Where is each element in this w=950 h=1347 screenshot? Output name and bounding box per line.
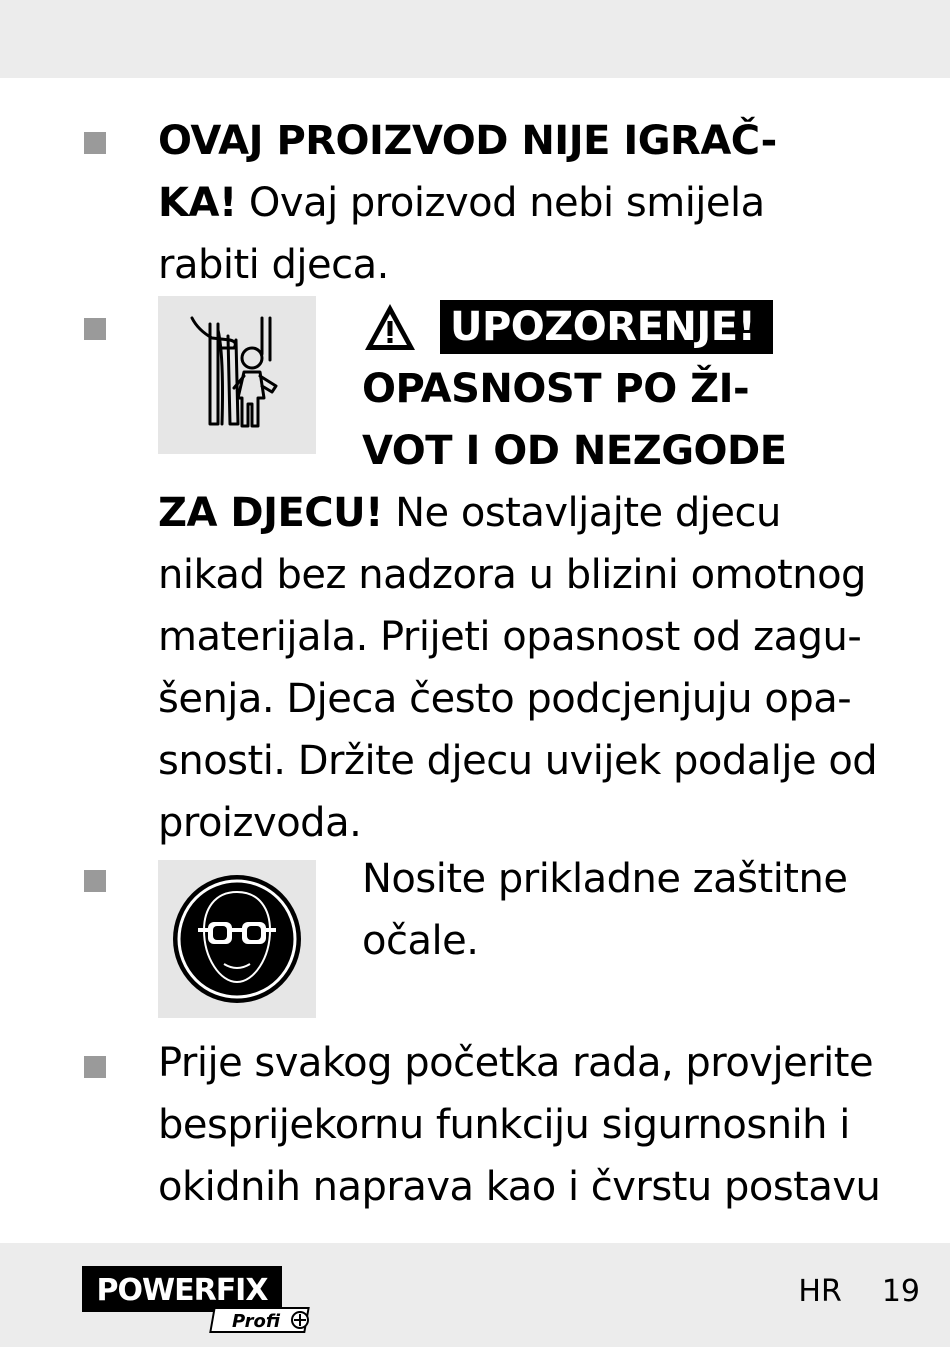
body-text: materijala. Prijeti opasnost od zagu- <box>158 614 862 660</box>
item-check-devices <box>158 1032 881 1218</box>
body-text: okidnih naprava kao i čvrstu postavu <box>158 1164 881 1210</box>
bold-heading: OPASNOST PO ŽI- <box>362 366 750 412</box>
brand-text: POWERFIX <box>96 1273 268 1308</box>
bold-heading: KA! <box>158 180 237 226</box>
body-text: šenja. Djeca često podcjenjuju opa- <box>158 676 852 722</box>
top-band <box>0 0 950 78</box>
bullet <box>84 318 106 340</box>
bold-heading: OVAJ PROIZVOD NIJE IGRAČ- <box>158 118 777 164</box>
body-text: snosti. Držite djecu uvijek podalje od <box>158 738 878 784</box>
body-text: Nosite prikladne zaštitne <box>362 856 848 902</box>
sub-brand-text: Profi <box>232 1311 281 1332</box>
body-text: očale. <box>362 918 479 964</box>
body-text: proizvoda. <box>158 800 362 846</box>
item-warning <box>362 296 882 482</box>
warning-triangle-icon <box>362 301 418 353</box>
body-text: nikad bez nadzora u blizini omotnog <box>158 552 866 598</box>
bold-heading: VOT I OD NEZGODE <box>362 428 787 474</box>
item-goggles <box>362 848 882 972</box>
powerfix-logo <box>82 1266 318 1334</box>
child-curtain-cord-icon <box>158 296 316 454</box>
bullet <box>84 132 106 154</box>
body-text: besprijekornu funkciju sigurnosnih i <box>158 1102 850 1148</box>
body-text: Ovaj proizvod nebi smijela <box>248 180 765 226</box>
safety-goggles-icon <box>158 860 316 1018</box>
warning-label: UPOZORENJE! <box>440 300 773 354</box>
bullet <box>84 1056 106 1078</box>
item-warning-body <box>158 482 878 854</box>
body-text: rabiti djeca. <box>158 242 389 288</box>
page-number: 19 <box>881 1274 920 1309</box>
footer-page-info <box>798 1274 920 1309</box>
body-text: Ne ostavljajte djecu <box>395 490 781 536</box>
bullet <box>84 870 106 892</box>
item-not-toy <box>158 110 878 296</box>
language-code: HR <box>798 1274 842 1309</box>
bold-heading: ZA DJECU! <box>158 490 383 536</box>
body-text: Prije svakog početka rada, provjerite <box>158 1040 874 1086</box>
